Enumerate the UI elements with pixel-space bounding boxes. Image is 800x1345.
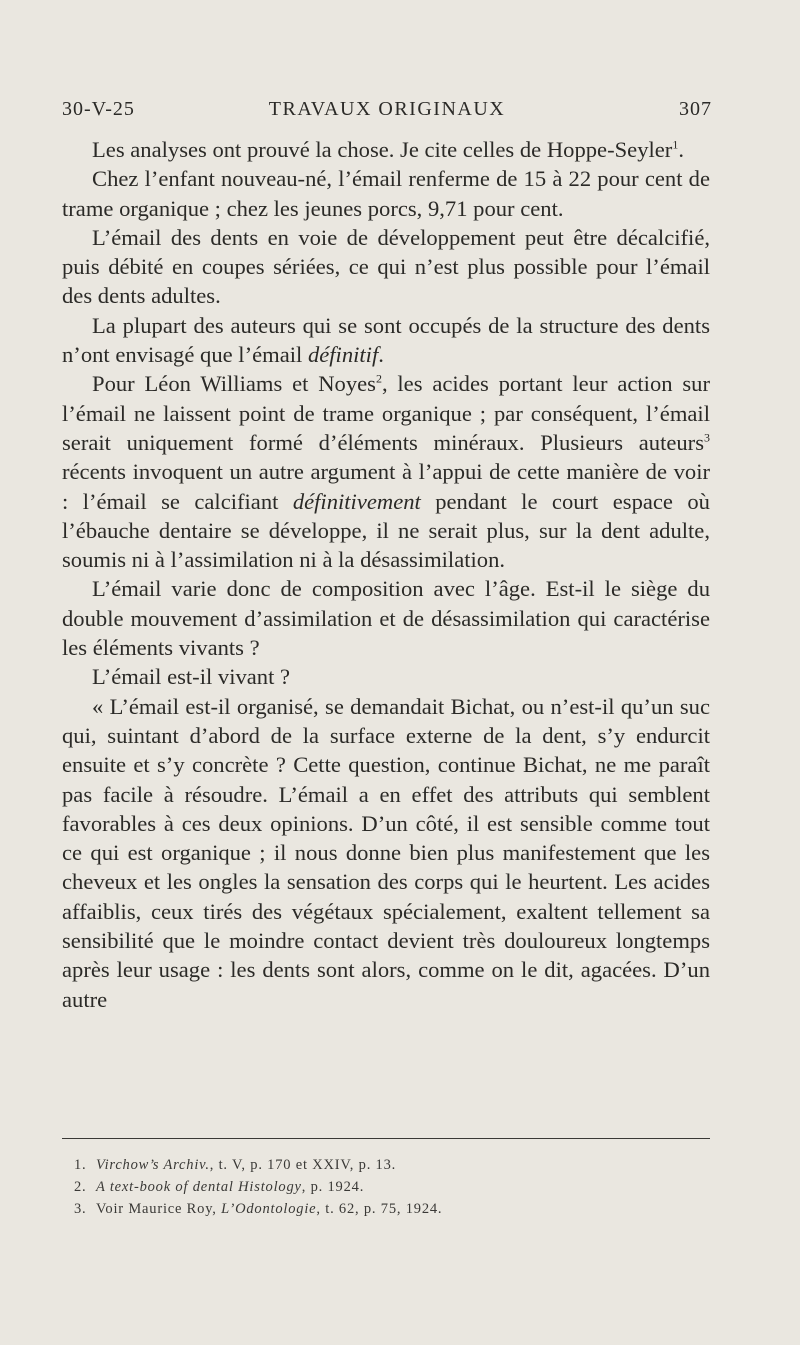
header-date: 30-V-25 — [62, 98, 135, 120]
footnote-ref-3: 3 — [704, 430, 710, 445]
paragraph-1: Les analyses ont prouvé la chose. Je cite celles de Hoppe-Seyler$^1$. — [92, 137, 684, 162]
body-text — [62, 135, 710, 1014]
emphasis-definitivement: définitivement — [292, 488, 421, 514]
footnote-3: 3. Voir Maurice Roy, L’Odontologie, t. 62, p. 75, 1924. — [74, 1201, 443, 1217]
footnote-2: 2. A text-book of dental Histology, p. 1924. — [74, 1179, 365, 1195]
paragraph-3: L’émail des dents en voie de développement peut être décalcifié, puis débité en coupes sériées, ce qui n’est plus possible pour l’émail des dents adultes. — [62, 224, 710, 309]
footnote-divider — [62, 1138, 710, 1139]
emphasis-definitif: définitif — [307, 342, 379, 368]
footnote-ref-1: 1 — [672, 137, 679, 152]
running-header — [62, 98, 712, 128]
paragraph-7: L’émail est-il vivant ? — [92, 664, 291, 690]
paragraph-4: La plupart des auteurs qui se sont occupés de la structure des dents n’ont envisagé que l’émail définitif. — [62, 312, 710, 368]
paragraph-5: Pour Léon Williams et Noyes$^2$, les acides portant leur action sur l’émail ne laissent point de trame organique ; par conséquent, l’émail serait uniquement formé d’éléments minéraux. Plusieurs auteurs$^3$ récents invoquent un autre argument à l’appui de cette manière de voir : l’émail se calcifiant définitivement pendant le court espace où l’ébauche dentaire se développe, il ne serait plus, sur la dent adulte, soumis ni à l’assimilation ni à la désassimilation. — [62, 371, 710, 573]
footnotes — [62, 1154, 710, 1220]
paragraph-8: « L’émail est-il organisé, se demandait Bichat, ou n’est-il qu’un suc qui, suintant d’abord de la surface externe de la dent, s’y endurcit ensuite et s’y concrète ? Cette question, continue Bichat, ne me paraît pas facile à résoudre. L’émail a en effet des attributs qui semblent favorables à ces deux opinions. D’un côté, il est sensible comme tout ce qui est organique ; il nous donne bien plus manifestement que les cheveux et les ongles la sensation des corps qui le heurtent. Les acides affaiblis, ceux tirés des végétaux spécialement, exaltent tellement sa sensibilité que le moindre contact devient très douloureux longtemps après leur usage : les dents sont alors, comme on le dit, agacées. D’un autre — [62, 693, 710, 1012]
paragraph-6: L’émail varie donc de composition avec l’âge. Est-il le siège du double mouvement d’assimilation et de désassimilation qui caractérise les éléments vivants ? — [62, 576, 710, 661]
page-number: 307 — [679, 98, 712, 120]
paragraph-2: Chez l’enfant nouveau-né, l’émail renferme de 15 à 22 pour cent de trame organique ; chez les jeunes porcs, 9,71 pour cent. — [62, 166, 710, 221]
footnote-ref-2: 2 — [375, 371, 382, 386]
header-section-title: TRAVAUX ORIGINAUX — [268, 98, 506, 120]
footnote-1: 1. Virchow’s Archiv., t. V, p. 170 et XXIV, p. 13. — [74, 1157, 397, 1173]
